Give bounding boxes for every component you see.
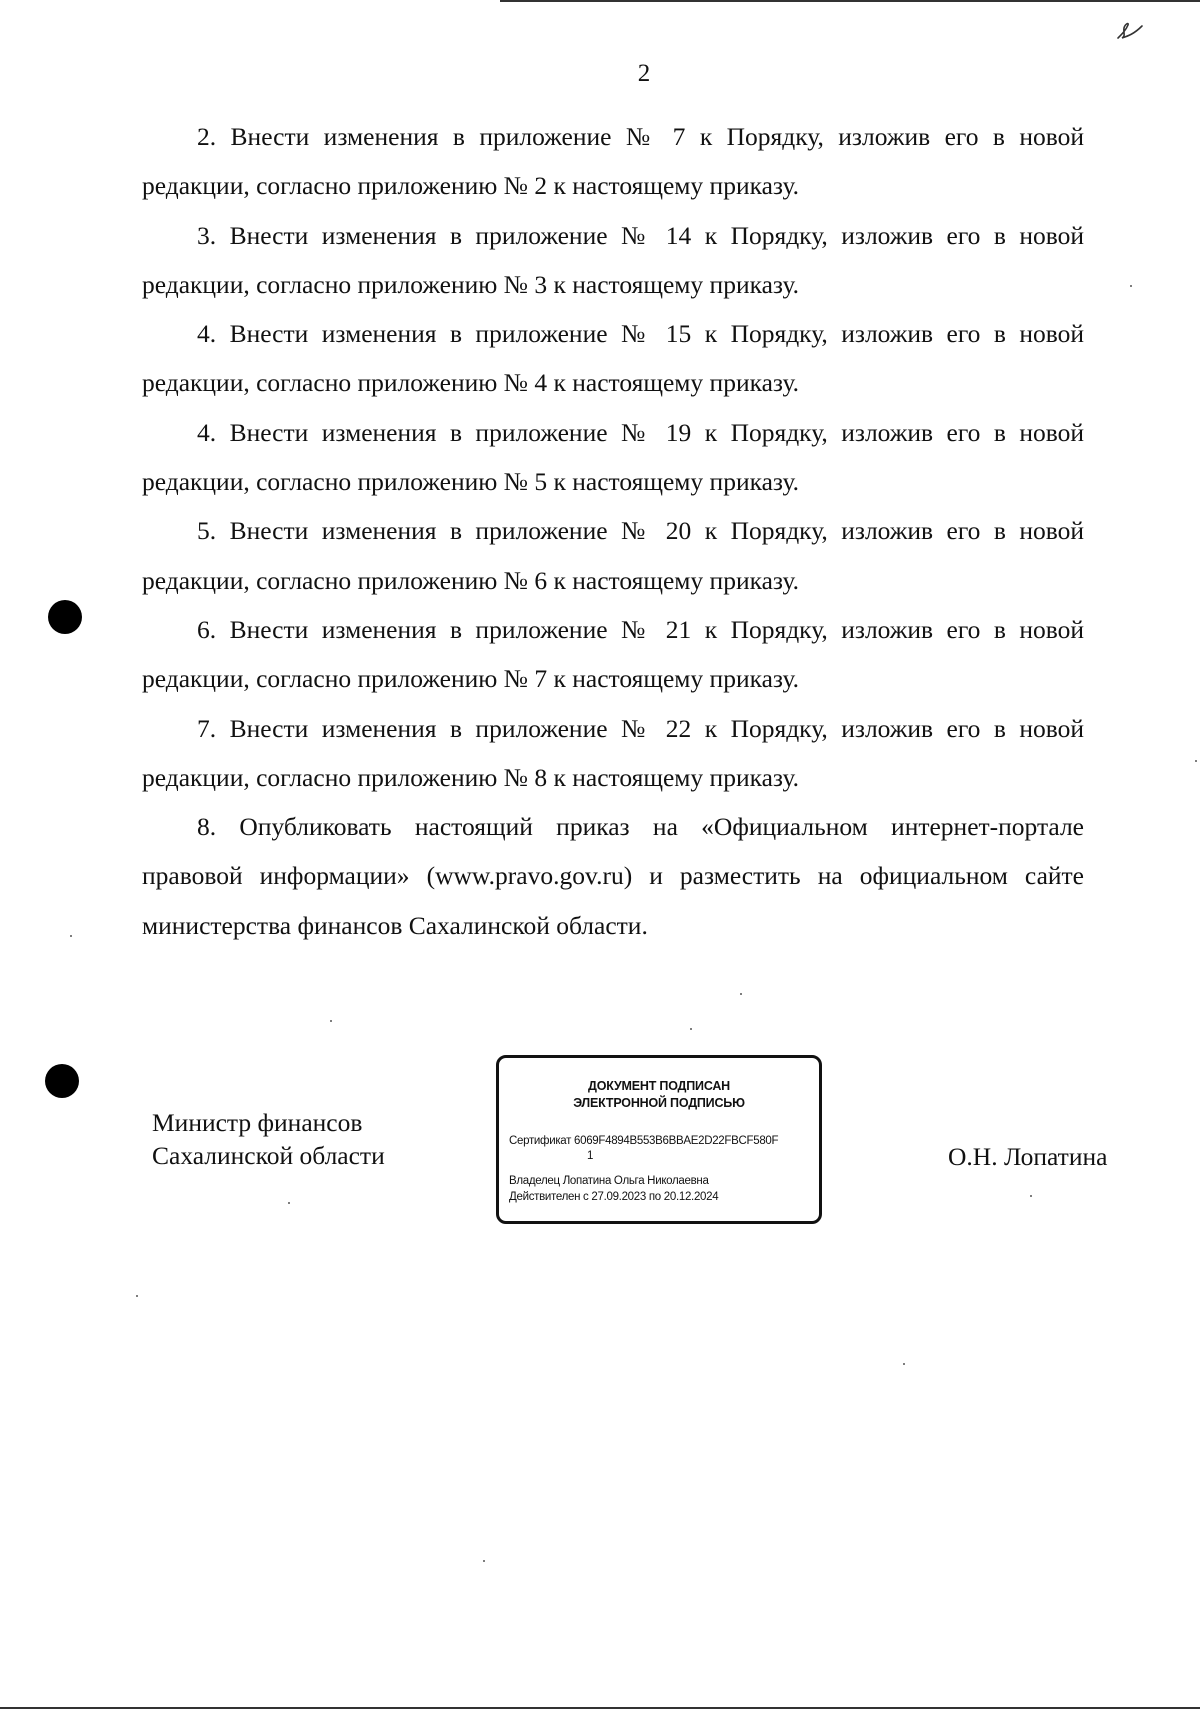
paragraph-item-7: 7. Внести изменения в приложение № 22 к Порядку, изложив его в новой редакции, согласно приложению № 8 к настоящему приказу. [142, 713, 1084, 792]
handwritten-page-mark [1112, 16, 1148, 44]
scan-speck [1030, 1195, 1032, 1197]
scan-speck [690, 1028, 692, 1030]
scan-speck [740, 993, 742, 995]
stamp-validity: Действителен с 27.09.2023 по 20.12.2024 [509, 1191, 719, 1203]
signer-name: О.Н. Лопатина [948, 1142, 1108, 1171]
signer-position-line: Министр финансов [152, 1108, 363, 1137]
paragraph-item-8: 8. Опубликовать настоящий приказ на «Официальном интернет-портале правовой информации» (www.pravo.gov.ru) и разместить на официальном сайте министерства финансов Сахалинской области. [142, 812, 1084, 940]
stamp-certificate: Сертификат 6069F4894B553B6BBAE2D22FBCF580F [509, 1135, 779, 1147]
paragraph-item-2: 2. Внести изменения в приложение № 7 к Порядку, изложив его в новой редакции, согласно приложению № 2 к настоящему приказу. [142, 122, 1084, 201]
paragraph-item-3: 3. Внести изменения в приложение № 14 к Порядку, изложив его в новой редакции, согласно приложению № 3 к настоящему приказу. [142, 220, 1084, 299]
stamp-owner: Владелец Лопатина Ольга Николаевна [509, 1175, 709, 1187]
page-number: 2 [637, 60, 651, 87]
paragraph-item-6: 6. Внести изменения в приложение № 21 к Порядку, изложив его в новой редакции, согласно приложению № 7 к настоящему приказу. [142, 614, 1084, 694]
document-body [142, 112, 1084, 950]
scan-speck [903, 1363, 905, 1365]
punch-hole-mark [45, 1064, 79, 1098]
paragraph-item-4a: 4. Внести изменения в приложение № 15 к Порядку, изложив его в новой редакции, согласно приложению № 4 к настоящему приказу. [142, 319, 1084, 398]
stamp-title-line: ЭЛЕКТРОННОЙ ПОДПИСЬЮ [573, 1096, 745, 1110]
scan-bottom-edge-line [0, 1707, 1200, 1709]
scan-speck [288, 1202, 290, 1204]
stamp-title-line: ДОКУМЕНТ ПОДПИСАН [587, 1079, 731, 1093]
scan-speck [136, 1295, 138, 1297]
stamp-title [499, 1078, 819, 1112]
scan-speck [483, 1560, 485, 1562]
punch-hole-mark [48, 600, 82, 634]
stamp-certificate-continuation: 1 [587, 1150, 594, 1162]
scan-speck [70, 935, 72, 937]
signer-position [152, 1106, 385, 1172]
paragraph-item-5: 5. Внести изменения в приложение № 20 к Порядку, изложив его в новой редакции, согласно приложению № 6 к настоящему приказу. [142, 516, 1084, 595]
scan-top-edge-line [500, 0, 1200, 2]
scan-speck [1195, 760, 1197, 762]
paragraph-item-4b: 4. Внести изменения в приложение № 19 к Порядку, изложив его в новой редакции, согласно приложению № 5 к настоящему приказу. [142, 417, 1084, 497]
electronic-signature-stamp [496, 1055, 822, 1224]
scan-speck [1130, 285, 1132, 287]
scan-speck [330, 1020, 332, 1022]
signer-position-line: Сахалинской области [152, 1141, 385, 1170]
